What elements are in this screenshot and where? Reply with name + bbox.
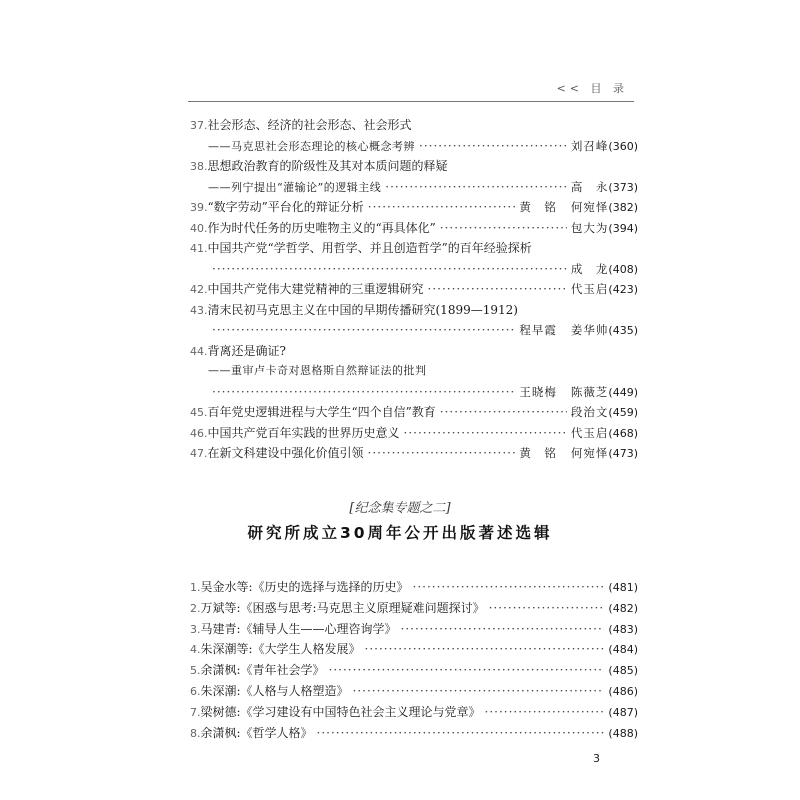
entry-page: (483): [608, 622, 638, 636]
leader-dots: [440, 218, 567, 239]
leader-dots: [485, 702, 605, 723]
leader-dots: [489, 598, 605, 619]
leader-dots: [212, 259, 567, 280]
entry-author: 姜华帅: [570, 323, 609, 337]
leader-dots: [428, 279, 567, 300]
entry-title: 朱深潮等:《大学生人格发展》: [200, 642, 361, 657]
toc-entry[interactable]: [190, 423, 638, 444]
entry-page: (360): [608, 139, 638, 153]
toc-entry[interactable]: [190, 577, 638, 598]
entry-page: (435): [608, 324, 638, 337]
entry-title: 中国共产党伟大建党精神的三重逻辑研究: [207, 282, 424, 296]
entry-number: 42.: [190, 283, 208, 296]
entry-title: 背离还是确证?: [207, 343, 286, 358]
toc-entry[interactable]: [190, 341, 638, 362]
toc-entry-lead: [190, 660, 325, 682]
entry-number: 4.: [190, 643, 201, 657]
leader-dots: [317, 723, 605, 744]
running-header: << 目 录: [556, 82, 628, 95]
toc-entry-lead: [190, 197, 364, 219]
entry-author: 黄 铭: [519, 446, 557, 460]
leader-dots: [413, 577, 605, 598]
entry-title: 作为时代任务的历史唯物主义的“再具体化”: [207, 220, 436, 235]
toc-entry-lead: [190, 115, 412, 137]
toc-entry-subtitle-line: [190, 136, 638, 157]
toc-entry[interactable]: [190, 723, 638, 744]
entry-author: 何宛怿: [570, 200, 609, 214]
leader-dots: [212, 382, 515, 403]
toc-entry-lead: [190, 402, 436, 424]
entry-page: (487): [608, 705, 638, 719]
entry-page: (382): [608, 201, 638, 214]
toc-entry-continuation: [190, 382, 638, 403]
entry-number: 44.: [190, 344, 208, 358]
toc-entry[interactable]: [190, 443, 638, 464]
toc-entry[interactable]: [190, 279, 638, 300]
leader-dots: [385, 177, 567, 198]
entry-title: 余潇枫:《青年社会学》: [200, 663, 325, 678]
entry-title: 思想政治教育的阶级性及其对本质问题的释疑: [207, 159, 448, 173]
entry-title: 社会形态、经济的社会形态、社会形式: [207, 118, 412, 132]
entry-page: (373): [608, 180, 638, 194]
toc-section-1: [190, 115, 638, 464]
toc-entry-lead: [190, 341, 286, 363]
entry-title: “数字劳动”平台化的辩证分析: [207, 200, 364, 214]
entry-author: 刘召峰: [570, 138, 609, 153]
entry-number: 47.: [190, 447, 208, 460]
leader-dots: [212, 320, 515, 341]
entry-author: 成 龙: [570, 261, 609, 276]
leader-dots: [419, 136, 567, 157]
entry-page: (394): [608, 221, 638, 235]
entry-page: (485): [608, 664, 638, 678]
entry-title: 清末民初马克思主义在中国的早期传播研究(1899—1912): [207, 302, 518, 317]
entry-author: 代玉启: [570, 425, 609, 440]
entry-author: 黄 铭: [519, 200, 557, 214]
toc-entry-lead: [190, 156, 448, 178]
entry-number: 7.: [190, 705, 201, 719]
entry-subtitle: ——列宁提出“灌输论”的逻辑主线: [208, 180, 382, 194]
toc-entry[interactable]: [190, 639, 638, 660]
entry-title: 吴金水等:《历史的选择与选择的历史》: [200, 580, 409, 594]
toc-entry[interactable]: [190, 300, 638, 321]
entry-number: 39.: [190, 201, 208, 214]
page-number: 3: [593, 752, 600, 765]
entry-title: 朱深潮:《人格与人格塑造》: [200, 683, 349, 698]
entry-author: 包大为: [570, 220, 609, 235]
entry-title: 中国共产党百年实践的世界历史意义: [207, 425, 400, 440]
toc-entry-lead: [190, 238, 532, 260]
entry-number: 3.: [190, 622, 201, 636]
entry-title: 中国共产党“学哲学、用哲学、并且创造哲学”的百年经验探析: [207, 241, 532, 255]
entry-number: 46.: [190, 426, 208, 440]
toc-entry-lead: [190, 443, 364, 465]
toc-entry-subtitle-line: [190, 361, 638, 382]
entry-author: 陈薇芝: [570, 384, 609, 399]
entry-number: 5.: [190, 664, 201, 678]
toc-entry-lead: [190, 702, 481, 724]
leader-dots: [401, 619, 605, 640]
entry-page: (459): [608, 406, 638, 419]
toc-entry[interactable]: [190, 681, 638, 702]
toc-entry-subtitle-line: [190, 177, 638, 198]
entry-number: 45.: [190, 406, 208, 419]
entry-page: (449): [608, 385, 638, 399]
toc-entry-lead: [190, 300, 518, 322]
toc-entry-lead: [190, 598, 485, 620]
entry-number: 40.: [190, 221, 208, 235]
entry-title: 百年党史逻辑进程与大学生“四个自信”教育: [207, 405, 436, 419]
toc-entry[interactable]: [190, 660, 638, 681]
entry-number: 43.: [190, 303, 208, 317]
toc-entry-lead: [190, 218, 436, 240]
toc-entry[interactable]: [190, 598, 638, 619]
toc-entry[interactable]: [190, 218, 638, 239]
entry-title: 万斌等:《困惑与思考:马克思主义原理疑难问题探讨》: [200, 600, 485, 615]
leader-dots: [365, 639, 605, 660]
toc-entry[interactable]: [190, 402, 638, 423]
entry-author: 程早霞: [519, 323, 557, 337]
toc-entry[interactable]: [190, 702, 638, 723]
entry-page: (486): [608, 684, 638, 698]
toc-section-2: [190, 577, 638, 743]
toc-entry-lead: [190, 681, 349, 703]
entry-page: (423): [608, 283, 638, 296]
entry-page: (408): [608, 262, 638, 276]
entry-number: 6.: [190, 684, 201, 698]
entry-number: 2.: [190, 601, 201, 615]
toc-entry[interactable]: [190, 115, 638, 136]
leader-dots: [440, 402, 567, 423]
toc-entry[interactable]: [190, 619, 638, 640]
entry-subtitle: ——重审卢卡奇对恩格斯自然辩证法的批判: [208, 364, 427, 377]
section-title: 研究所成立30周年公开出版著述选辑: [247, 524, 553, 542]
toc-entry-continuation: [190, 259, 638, 280]
toc-entry[interactable]: [190, 197, 638, 218]
entry-page: (481): [608, 581, 638, 594]
toc-entry-lead: [190, 723, 313, 745]
entry-page: (473): [608, 447, 638, 460]
toc-entry[interactable]: [190, 238, 638, 259]
leader-dots: [368, 443, 516, 464]
section-subtitle: [纪念集专题之二]: [349, 501, 451, 516]
leader-dots: [404, 423, 567, 444]
entry-author: 段治文: [570, 405, 609, 419]
entry-title: 余潇枫:《哲学人格》: [200, 725, 313, 740]
toc-entry-lead: [190, 279, 424, 301]
toc-entry-lead: [190, 577, 409, 599]
entry-author: 何宛怿: [570, 446, 609, 460]
entry-number: 1.: [190, 581, 201, 594]
entry-page: (482): [608, 601, 638, 615]
toc-entry-continuation: [190, 320, 638, 341]
leader-dots: [329, 660, 605, 681]
entry-page: (488): [608, 726, 638, 740]
entry-number: 37.: [190, 119, 208, 132]
entry-subtitle: ——马克思社会形态理论的核心概念考辨: [208, 139, 415, 153]
entry-page: (468): [608, 426, 638, 440]
leader-dots: [353, 681, 605, 702]
entry-author: 高 永: [570, 179, 609, 194]
entry-author: 代玉启: [570, 282, 609, 296]
entry-author: 王晓梅: [519, 384, 557, 399]
entry-number: 38.: [190, 160, 208, 173]
toc-entry-lead: [190, 619, 397, 641]
entry-number: 41.: [190, 242, 208, 255]
entry-title: 在新文科建设中强化价值引领: [207, 446, 364, 460]
entry-title: 梁树德:《学习建设有中国特色社会主义理论与党章》: [200, 704, 481, 719]
toc-entry[interactable]: [190, 156, 638, 177]
toc-entry-lead: [190, 423, 400, 445]
entry-title: 马建青:《辅导人生——心理咨询学》: [200, 621, 397, 636]
entry-number: 8.: [190, 726, 201, 740]
toc-entry-lead: [190, 639, 361, 661]
header-rule: [188, 101, 634, 102]
entry-page: (484): [608, 643, 638, 657]
leader-dots: [368, 197, 516, 218]
